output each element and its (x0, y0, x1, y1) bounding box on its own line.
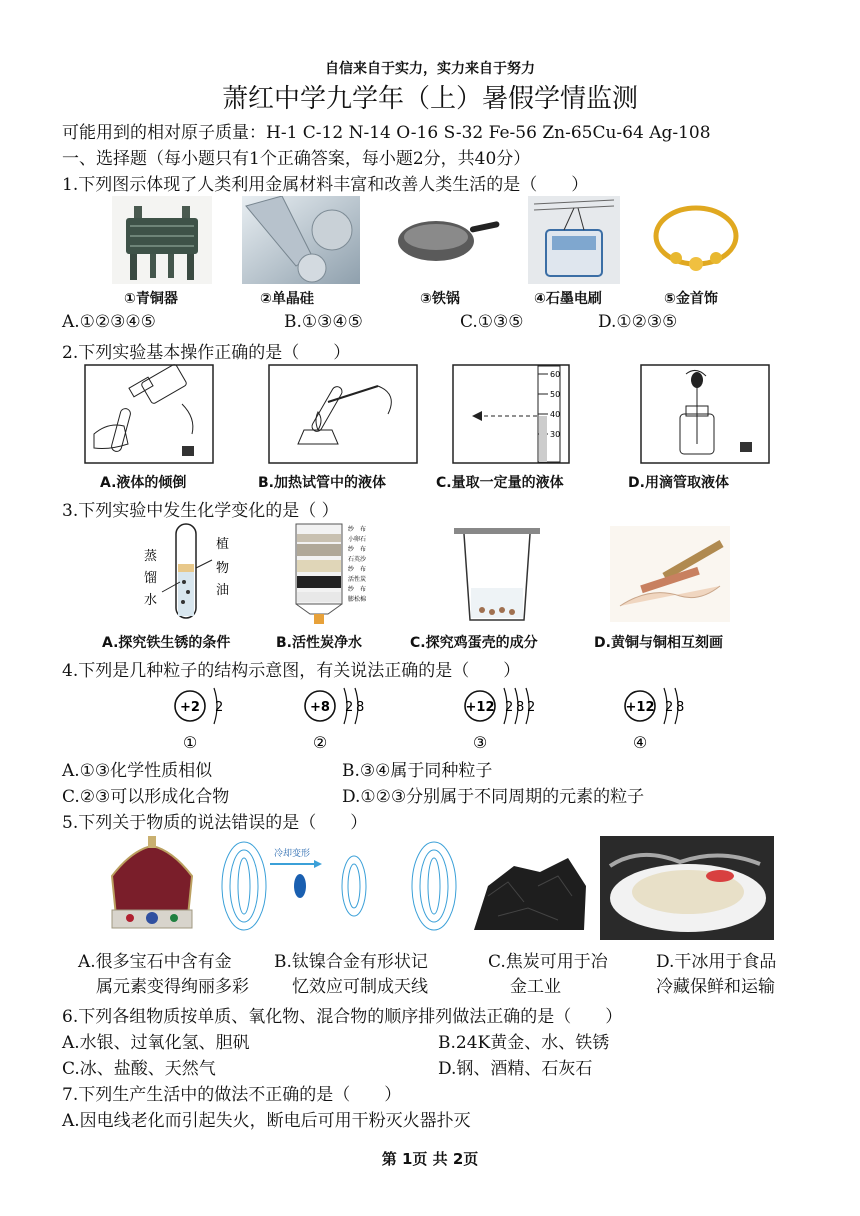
monocrystalline-silicon-image (242, 196, 360, 284)
iron-rust-experiment-diagram (140, 522, 250, 622)
q1-option-b: B.①③④⑤ (284, 312, 363, 332)
brass-copper-scratch-image (610, 526, 730, 622)
liquid-pouring-diagram (84, 364, 214, 464)
label-zheng: 蒸 (144, 549, 158, 564)
electron-count: 2 (527, 700, 536, 715)
svg-text:膨松棉: 膨松棉 (348, 596, 367, 603)
nucleus-charge: +2 (180, 700, 200, 715)
atomic-masses: 可能用到的相对原子质量：H-1 C-12 N-14 O-16 S-32 Fe-56 Zn-65Cu-64 Ag-108 (62, 123, 711, 143)
q1-option-a: A.①②③④⑤ (62, 312, 156, 332)
q7-option-a: A.因电线老化而引起失火，断电后可用干粉灭火器扑灭 (62, 1111, 471, 1131)
q1-caption-2: ②单晶硅 (260, 291, 314, 307)
q1-caption-5: ⑤金首饰 (664, 291, 718, 307)
q7-stem: 7.下列生产生活中的做法不正确的是（ ） (62, 1085, 402, 1105)
motto: 自信来自于实力，实力来自于努力 (325, 61, 535, 77)
q5-option-b: B.钛镍合金有形状记 忆效应可制成天线 (274, 952, 428, 997)
q3-caption-a: A.探究铁生锈的条件 (102, 635, 231, 651)
activated-carbon-filter-diagram (292, 522, 388, 626)
q3-caption-b: B.活性炭净水 (276, 635, 362, 651)
svg-text:石英沙: 石英沙 (348, 556, 367, 563)
q2-caption-a: A.液体的倾倒 (100, 475, 187, 491)
q3-caption-c: C.探究鸡蛋壳的成分 (410, 635, 538, 651)
svg-text:纱 布: 纱 布 (348, 586, 367, 593)
q2-caption-d: D.用滴管取液体 (628, 475, 729, 491)
label-liu: 馏 (144, 571, 158, 586)
q4-option-a: A.①③化学性质相似 (62, 761, 213, 781)
svg-text:纱 布: 纱 布 (348, 546, 367, 553)
svg-text:小卵石: 小卵石 (348, 536, 367, 543)
tick-40: 40 (550, 410, 561, 419)
q5-option-c: C.焦炭可用于冶 金工业 (488, 952, 608, 997)
particle-label: ③ (472, 733, 488, 752)
q5-option-d: D.干冰用于食品 冷藏保鲜和运输 (656, 952, 777, 997)
heating-test-tube-diagram (268, 364, 418, 464)
dropper-diagram (640, 364, 770, 464)
particle-2 (305, 688, 364, 752)
particle-label: ④ (632, 733, 648, 752)
q1-option-c: C.①③⑤ (460, 312, 524, 332)
label-zhi: 植 (216, 537, 230, 552)
svg-text:纱 布: 纱 布 (348, 526, 367, 533)
q6-option-a: A.水银、过氧化氢、胆矾 (62, 1033, 250, 1053)
tick-60: 60 (550, 370, 561, 379)
svg-text:纱 布: 纱 布 (348, 566, 367, 573)
q4-option-c: C.②③可以形成化合物 (62, 787, 230, 807)
q5-option-a: A.很多宝石中含有金 属元素变得绚丽多彩 (78, 952, 249, 997)
page-footer: 第 1页 共 2页 (381, 1150, 479, 1168)
electron-count: 8 (676, 700, 685, 715)
electron-count: 2 (665, 700, 674, 715)
particle-label: ① (182, 733, 198, 752)
q6-option-b: B.24K黄金、水、铁锈 (438, 1033, 610, 1053)
tick-30: 30 (550, 430, 561, 439)
q1-caption-1: ①青铜器 (124, 291, 178, 307)
titanium-nickel-antenna-image (214, 834, 464, 938)
iron-wok-image (396, 205, 500, 277)
arrow-label: 冷却变形 (274, 849, 311, 859)
q2-stem: 2.下列实验基本操作正确的是（ ） (62, 343, 351, 363)
particle-4 (625, 688, 684, 752)
q4-option-b: B.③④属于同种粒子 (342, 761, 493, 781)
q1-caption-3: ③铁锅 (420, 291, 460, 307)
label-wu: 物 (216, 561, 230, 576)
nucleus-charge: +12 (465, 700, 495, 715)
q1-stem: 1.下列图示体现了人类利用金属材料丰富和改善人类生活的是（ ） (62, 175, 589, 195)
q1-option-d: D.①②③⑤ (598, 312, 678, 332)
particle-1 (175, 688, 223, 752)
q2-caption-b: B.加热试管中的液体 (258, 475, 386, 491)
page-title: 萧红中学九学年（上）暑假学情监测 (221, 84, 638, 114)
q3-stem: 3.下列实验中发生化学变化的是（ ） (62, 501, 339, 521)
electron-count: 8 (356, 700, 365, 715)
electron-count: 2 (505, 700, 514, 715)
electron-count: 8 (516, 700, 525, 715)
q3-caption-d: D.黄铜与铜相互刻画 (594, 635, 723, 651)
electron-count: 2 (345, 700, 354, 715)
measuring-cylinder-diagram (452, 364, 570, 464)
particle-structure-diagrams (150, 680, 710, 752)
q5-stem: 5.下列关于物质的说法错误的是（ ） (62, 813, 368, 833)
particle-3 (465, 688, 535, 752)
particle-label: ② (312, 733, 328, 752)
coke-image (468, 836, 590, 936)
graphite-brush-tram-image (528, 196, 620, 284)
nucleus-charge: +12 (625, 700, 655, 715)
q4-option-d: D.①②③分别属于不同周期的元素的粒子 (342, 787, 645, 807)
section-heading: 一、选择题（每小题只有1个正确答案，每小题2分，共40分） (62, 149, 531, 169)
dry-ice-food-image (600, 836, 774, 940)
eggshell-experiment-diagram (452, 526, 542, 626)
gem-crown-image (102, 836, 202, 936)
tick-50: 50 (550, 390, 561, 399)
nucleus-charge: +8 (310, 700, 330, 715)
svg-text:活性炭: 活性炭 (348, 576, 367, 583)
q6-option-d: D.钢、酒精、石灰石 (438, 1059, 593, 1079)
electron-count: 2 (215, 700, 224, 715)
label-shui: 水 (144, 593, 158, 608)
q2-caption-c: C.量取一定量的液体 (436, 475, 564, 491)
q4-stem: 4.下列是几种粒子的结构示意图，有关说法正确的是（ ） (62, 661, 521, 681)
q6-stem: 6.下列各组物质按单质、氧化物、混合物的顺序排列做法正确的是（ ） (62, 1007, 623, 1027)
q6-option-c: C.冰、盐酸、天然气 (62, 1059, 216, 1079)
gold-bracelet-image (646, 200, 746, 278)
label-you: 油 (216, 583, 230, 598)
bronze-ding-image (112, 196, 212, 284)
q1-caption-4: ④石墨电刷 (534, 291, 602, 307)
